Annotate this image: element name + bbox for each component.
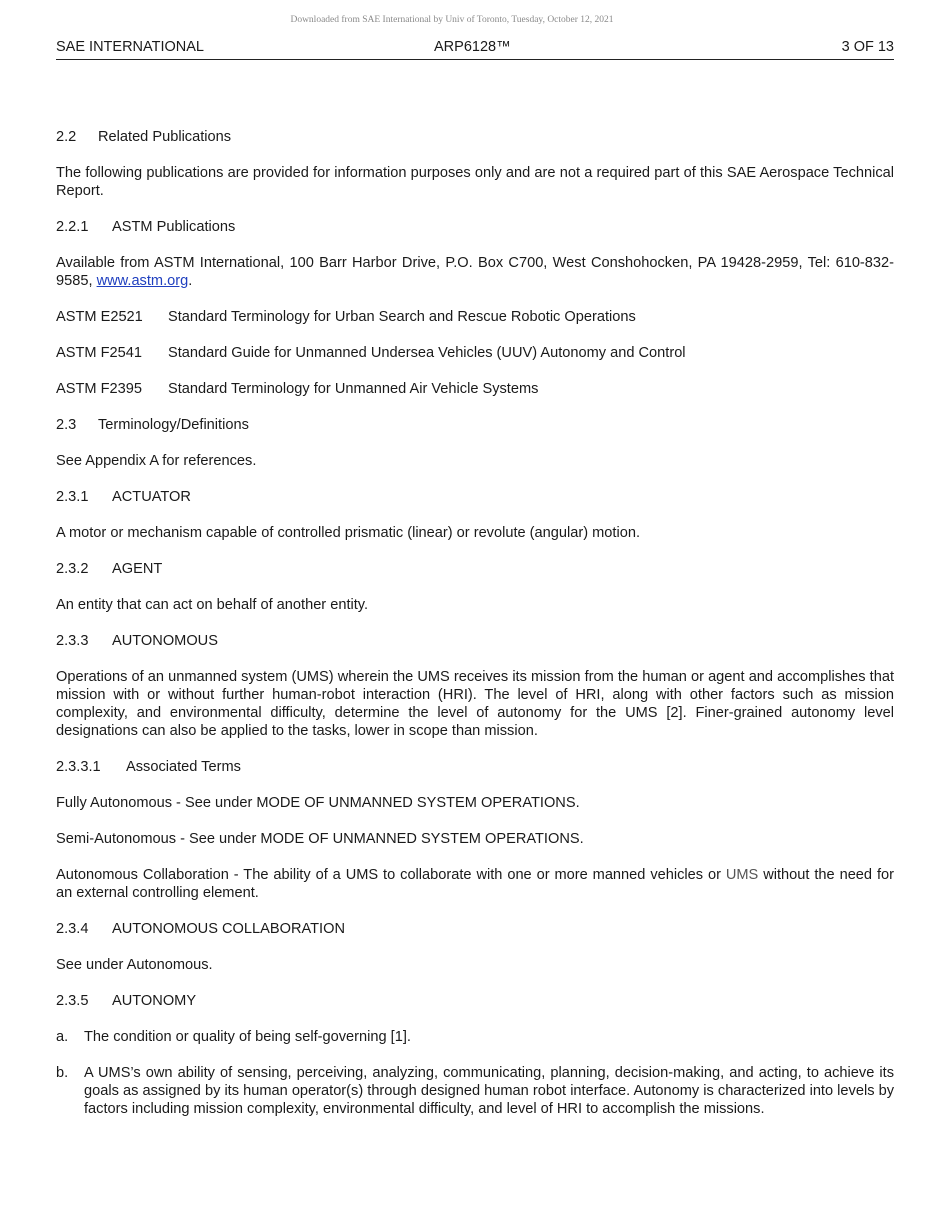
section-number: 2.3.1	[56, 489, 89, 505]
header-document-id: ARP6128™	[434, 39, 511, 55]
paragraph-text: without the need for an external controlling element.	[56, 867, 894, 901]
reference-title: Standard Terminology for Unmanned Air Vehicle Systems	[168, 381, 539, 397]
section-heading-2-3-2	[56, 560, 894, 578]
paragraph: Operations of an unmanned system (UMS) wherein the UMS receives its mission from the human or agent and accomplishes that mission with or without further human-robot interaction (HRI). The level of HRI, along with other factors such as mission complexity, and environmental difficulty, determine the level of autonomy for the UMS [2]. Finer-grained autonomy level designations can also be applied to the tasks, lower in scope than mission.	[56, 669, 894, 739]
reference-entry	[56, 344, 894, 362]
reference-code: ASTM E2521	[56, 309, 143, 325]
section-title: ASTM Publications	[112, 219, 236, 235]
paragraph: The following publications are provided for information purposes only and are not a required part of this SAE Aerospace Technical Report.	[56, 165, 894, 199]
section-title: AGENT	[112, 561, 163, 577]
section-title: Associated Terms	[126, 759, 241, 775]
page-header	[56, 38, 894, 60]
reference-title: Standard Terminology for Urban Search and Rescue Robotic Operations	[168, 309, 636, 325]
list-item-text: A UMS’s own ability of sensing, perceiving, analyzing, communicating, planning, decision-making, and acting, to achieve its goals as assigned by its human operator(s) through designed human robot interface. Autonomy is characterized into levels by factors including mission complexity, environmental difficulty, and level of HRI to accomplish the missions.	[84, 1065, 894, 1117]
section-heading-2-3-3	[56, 632, 894, 650]
section-number: 2.3	[56, 417, 77, 433]
reference-entry	[56, 380, 894, 398]
paragraph: An entity that can act on behalf of another entity.	[56, 597, 369, 613]
paragraph-text: Available from ASTM International, 100 Barr Harbor Drive, P.O. Box C700, West Conshohocken, PA 19428-2959, Tel: 610-832-9585,	[56, 255, 894, 289]
paragraph: See under Autonomous.	[56, 957, 213, 973]
header-page-number: 3 OF 13	[841, 39, 894, 55]
section-heading-2-2-1	[56, 218, 894, 236]
section-title: AUTONOMOUS	[112, 633, 218, 649]
section-heading-2-3-1	[56, 488, 894, 506]
section-number: 2.3.3.1	[56, 759, 101, 775]
section-number: 2.2	[56, 129, 77, 145]
section-title: AUTONOMOUS COLLABORATION	[112, 921, 345, 937]
ums-term: UMS	[725, 867, 759, 883]
paragraph: A motor or mechanism capable of controlled prismatic (linear) or revolute (angular) motion.	[56, 525, 640, 541]
paragraph	[56, 866, 894, 902]
section-number: 2.2.1	[56, 219, 89, 235]
paragraph-text: Autonomous Collaboration - The ability of a UMS to collaborate with one or more manned vehicles or	[56, 867, 726, 883]
section-heading-2-3-4	[56, 920, 894, 938]
list-marker: a.	[56, 1029, 69, 1045]
section-number: 2.3.5	[56, 993, 89, 1009]
list-item	[56, 1028, 894, 1046]
paragraph: Fully Autonomous - See under MODE OF UNMANNED SYSTEM OPERATIONS.	[56, 795, 580, 811]
document-body	[56, 128, 894, 1136]
reference-entry	[56, 308, 894, 326]
paragraph-text: .	[188, 273, 193, 289]
astm-website-link[interactable]: www.astm.org	[96, 273, 189, 289]
paragraph: See Appendix A for references.	[56, 453, 257, 469]
section-number: 2.3.2	[56, 561, 89, 577]
section-title: ACTUATOR	[112, 489, 191, 505]
reference-title: Standard Guide for Unmanned Undersea Vehicles (UUV) Autonomy and Control	[168, 345, 686, 361]
paragraph: Semi-Autonomous - See under MODE OF UNMANNED SYSTEM OPERATIONS.	[56, 831, 584, 847]
list-item-text: The condition or quality of being self-governing [1].	[84, 1029, 411, 1045]
section-number: 2.3.4	[56, 921, 89, 937]
section-heading-2-3-5	[56, 992, 894, 1010]
header-publisher: SAE INTERNATIONAL	[56, 39, 204, 55]
reference-code: ASTM F2541	[56, 345, 142, 361]
section-heading-2-3	[56, 416, 894, 434]
section-title: AUTONOMY	[112, 993, 197, 1009]
section-heading-2-2	[56, 128, 894, 146]
reference-code: ASTM F2395	[56, 381, 142, 397]
list-item	[56, 1064, 894, 1118]
section-heading-2-3-3-1	[56, 758, 894, 776]
list-marker: b.	[56, 1065, 69, 1081]
section-title: Terminology/Definitions	[98, 417, 249, 433]
download-watermark: Downloaded from SAE International by Univ of Toronto, Tuesday, October 12, 2021	[290, 15, 614, 25]
paragraph	[56, 254, 894, 290]
section-title: Related Publications	[98, 129, 232, 145]
section-number: 2.3.3	[56, 633, 89, 649]
